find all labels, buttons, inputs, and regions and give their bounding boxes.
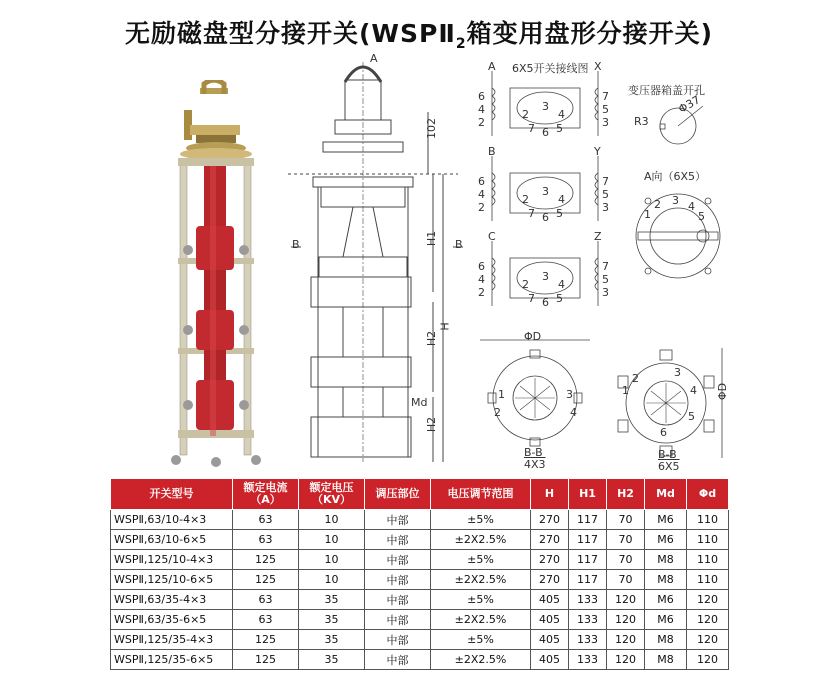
- table-row: [111, 530, 729, 550]
- inner-6-c: 6: [542, 296, 549, 309]
- tap-l-2: 2: [478, 116, 485, 129]
- drawing-label-b-right: B: [455, 238, 463, 251]
- spec-table: [110, 478, 729, 670]
- tap-r-7: 7: [602, 90, 609, 103]
- phi37-label: Φ37: [676, 93, 703, 116]
- tap-r-3: 3: [602, 116, 609, 129]
- cell-h1: 117: [569, 550, 607, 570]
- section-left-4: 4: [570, 406, 577, 419]
- pos-2: 2: [654, 198, 661, 211]
- cell-position: 中部: [365, 510, 431, 530]
- table-row: [111, 510, 729, 530]
- title-subscript: 2: [455, 36, 467, 52]
- cell-h: 405: [531, 590, 569, 610]
- cell-md: M8: [645, 570, 687, 590]
- cell-h: 270: [531, 530, 569, 550]
- th-md: Md: [645, 479, 687, 510]
- table-row: [111, 630, 729, 650]
- section-right-sub: 6X5: [658, 460, 680, 473]
- inner-4-b: 4: [558, 193, 565, 206]
- cell-position: 中部: [365, 570, 431, 590]
- cell-range: ±5%: [431, 590, 531, 610]
- cell-h: 405: [531, 610, 569, 630]
- tap-l-2-b: 2: [478, 201, 485, 214]
- th-position: 调压部位: [365, 479, 431, 510]
- section-right-4: 4: [690, 384, 697, 397]
- cell-h1: 133: [569, 630, 607, 650]
- cell-range: ±5%: [431, 550, 531, 570]
- phase-x: X: [594, 60, 602, 73]
- section-right-6: 6: [660, 426, 667, 439]
- section-left-3: 3: [566, 388, 573, 401]
- th-phid: Φd: [687, 479, 729, 510]
- view-a-label: A向（6X5）: [644, 170, 707, 183]
- cell-position: 中部: [365, 610, 431, 630]
- tap-l-6-b: 6: [478, 175, 485, 188]
- cell-h: 270: [531, 550, 569, 570]
- cell-model: WSPⅡ,125/35-4×3: [111, 630, 233, 650]
- cell-md: M8: [645, 650, 687, 670]
- product-photo: [160, 80, 285, 470]
- cell-position: 中部: [365, 630, 431, 650]
- cell-h: 270: [531, 570, 569, 590]
- cell-voltage: 35: [299, 630, 365, 650]
- section-left-caption: B-B: [524, 446, 543, 459]
- side-view-drawing: [283, 52, 463, 472]
- inner-6: 6: [542, 126, 549, 139]
- cell-current: 125: [233, 570, 299, 590]
- cell-md: M8: [645, 550, 687, 570]
- phase-a: A: [488, 60, 496, 73]
- section-left-phi: ΦD: [524, 330, 542, 343]
- cell-current: 125: [233, 550, 299, 570]
- inner-2-c: 2: [522, 278, 529, 291]
- cell-h2: 120: [607, 590, 645, 610]
- th-h1: H1: [569, 479, 607, 510]
- table-row: [111, 570, 729, 590]
- cell-model: WSPⅡ,63/10-6×5: [111, 530, 233, 550]
- tap-l-4-b: 4: [478, 188, 485, 201]
- pos-1: 1: [644, 208, 651, 221]
- cell-model: WSPⅡ,63/10-4×3: [111, 510, 233, 530]
- th-h2: H2: [607, 479, 645, 510]
- tap-r-7-c: 7: [602, 260, 609, 273]
- cell-h: 270: [531, 510, 569, 530]
- cell-md: M6: [645, 510, 687, 530]
- section-right-5: 5: [688, 410, 695, 423]
- cell-position: 中部: [365, 550, 431, 570]
- inner-3-b: 3: [542, 185, 549, 198]
- th-current: 额定电流 （A）: [233, 479, 299, 510]
- cell-current: 125: [233, 630, 299, 650]
- tap-l-4-c: 4: [478, 273, 485, 286]
- tap-l-4: 4: [478, 103, 485, 116]
- inner-4: 4: [558, 108, 565, 121]
- cell-model: WSPⅡ,125/35-6×5: [111, 650, 233, 670]
- th-model: 开关型号: [111, 479, 233, 510]
- cell-phid: 110: [687, 550, 729, 570]
- cell-range: ±2X2.5%: [431, 570, 531, 590]
- tap-l-6-c: 6: [478, 260, 485, 273]
- drawing-label-b-left: B: [292, 238, 300, 251]
- cell-phid: 120: [687, 650, 729, 670]
- table-row: [111, 610, 729, 630]
- cell-model: WSPⅡ,63/35-4×3: [111, 590, 233, 610]
- title-tail: 箱变用盘形分接开关): [466, 19, 713, 48]
- inner-4-c: 4: [558, 278, 565, 291]
- cell-h: 405: [531, 630, 569, 650]
- cell-md: M6: [645, 590, 687, 610]
- cell-h2: 70: [607, 550, 645, 570]
- inner-7-c: 7: [528, 292, 535, 305]
- cell-position: 中部: [365, 530, 431, 550]
- section-right-phi: ΦD: [716, 382, 730, 401]
- cell-model: WSPⅡ,125/10-4×3: [111, 550, 233, 570]
- cell-range: ±2X2.5%: [431, 530, 531, 550]
- cell-h1: 117: [569, 530, 607, 550]
- inner-5-c: 5: [556, 292, 563, 305]
- cell-md: M6: [645, 530, 687, 550]
- section-right-caption: B-B: [658, 448, 677, 461]
- cell-phid: 120: [687, 610, 729, 630]
- cell-position: 中部: [365, 650, 431, 670]
- cell-voltage: 35: [299, 610, 365, 630]
- cell-h1: 133: [569, 650, 607, 670]
- cell-voltage: 10: [299, 550, 365, 570]
- tap-r-5-b: 5: [602, 188, 609, 201]
- phase-b: B: [488, 145, 496, 158]
- inner-5: 5: [556, 122, 563, 135]
- cell-voltage: 10: [299, 510, 365, 530]
- phase-z: Z: [594, 230, 602, 243]
- cell-phid: 110: [687, 510, 729, 530]
- cell-voltage: 35: [299, 650, 365, 670]
- cell-h1: 133: [569, 610, 607, 630]
- table-header-row: [111, 479, 729, 510]
- cell-range: ±5%: [431, 510, 531, 530]
- wiring-title: 6X5开关接线图: [512, 62, 589, 75]
- th-voltage: 额定电压 （KV）: [299, 479, 365, 510]
- cell-range: ±2X2.5%: [431, 650, 531, 670]
- table-row: [111, 650, 729, 670]
- tap-r-3-c: 3: [602, 286, 609, 299]
- tap-r-5: 5: [602, 103, 609, 116]
- section-left-1: 1: [498, 388, 505, 401]
- cell-current: 63: [233, 610, 299, 630]
- inner-2-b: 2: [522, 193, 529, 206]
- inner-7-b: 7: [528, 207, 535, 220]
- cell-voltage: 10: [299, 530, 365, 550]
- phase-y: Y: [594, 145, 601, 158]
- cell-phid: 110: [687, 570, 729, 590]
- th-h: H: [531, 479, 569, 510]
- cell-current: 63: [233, 530, 299, 550]
- tap-r-5-c: 5: [602, 273, 609, 286]
- phase-c: C: [488, 230, 496, 243]
- cell-md: M8: [645, 630, 687, 650]
- cell-h2: 120: [607, 610, 645, 630]
- cell-position: 中部: [365, 590, 431, 610]
- cell-h2: 120: [607, 650, 645, 670]
- inner-6-b: 6: [542, 211, 549, 224]
- label-h: H: [438, 322, 452, 331]
- cell-h1: 117: [569, 510, 607, 530]
- cell-current: 125: [233, 650, 299, 670]
- th-range: 电压调节范围: [431, 479, 531, 510]
- inner-2: 2: [522, 108, 529, 121]
- cell-h2: 70: [607, 570, 645, 590]
- label-h1: H1: [425, 230, 439, 247]
- tap-r-7-b: 7: [602, 175, 609, 188]
- cell-h2: 70: [607, 510, 645, 530]
- section-right-1: 1: [622, 384, 629, 397]
- tap-l-6: 6: [478, 90, 485, 103]
- cover-hole-label: 变压器箱盖开孔: [628, 84, 705, 97]
- cell-phid: 110: [687, 530, 729, 550]
- section-right-3: 3: [674, 366, 681, 379]
- cell-h1: 117: [569, 570, 607, 590]
- label-md: Md: [411, 396, 428, 409]
- dim-102: 102: [425, 118, 438, 139]
- inner-5-b: 5: [556, 207, 563, 220]
- pos-5: 5: [698, 210, 705, 223]
- cell-current: 63: [233, 510, 299, 530]
- r3-label: R3: [634, 115, 649, 128]
- cell-phid: 120: [687, 630, 729, 650]
- pos-4: 4: [688, 200, 695, 213]
- page-title: [0, 14, 838, 52]
- cell-model: WSPⅡ,63/35-6×5: [111, 610, 233, 630]
- table-row: [111, 550, 729, 570]
- section-left-sub: 4X3: [524, 458, 546, 471]
- cell-h2: 120: [607, 630, 645, 650]
- section-left-2: 2: [494, 406, 501, 419]
- section-right-2: 2: [632, 372, 639, 385]
- inner-3: 3: [542, 100, 549, 113]
- cell-h: 405: [531, 650, 569, 670]
- tap-r-3-b: 3: [602, 201, 609, 214]
- tap-l-2-c: 2: [478, 286, 485, 299]
- cell-h2: 70: [607, 530, 645, 550]
- drawing-label-a: A: [370, 52, 378, 65]
- cell-range: ±5%: [431, 630, 531, 650]
- cell-phid: 120: [687, 590, 729, 610]
- cell-range: ±2X2.5%: [431, 610, 531, 630]
- cell-md: M6: [645, 610, 687, 630]
- cell-current: 63: [233, 590, 299, 610]
- label-h2-top: H2: [425, 330, 439, 347]
- cell-h1: 133: [569, 590, 607, 610]
- pos-3: 3: [672, 194, 679, 207]
- cell-model: WSPⅡ,125/10-6×5: [111, 570, 233, 590]
- title-main: 无励磁盘型分接开关(WSPⅡ: [125, 19, 456, 48]
- cell-voltage: 35: [299, 590, 365, 610]
- label-h2-bottom: H2: [425, 416, 439, 433]
- inner-7: 7: [528, 122, 535, 135]
- inner-3-c: 3: [542, 270, 549, 283]
- cell-voltage: 10: [299, 570, 365, 590]
- table-row: [111, 590, 729, 610]
